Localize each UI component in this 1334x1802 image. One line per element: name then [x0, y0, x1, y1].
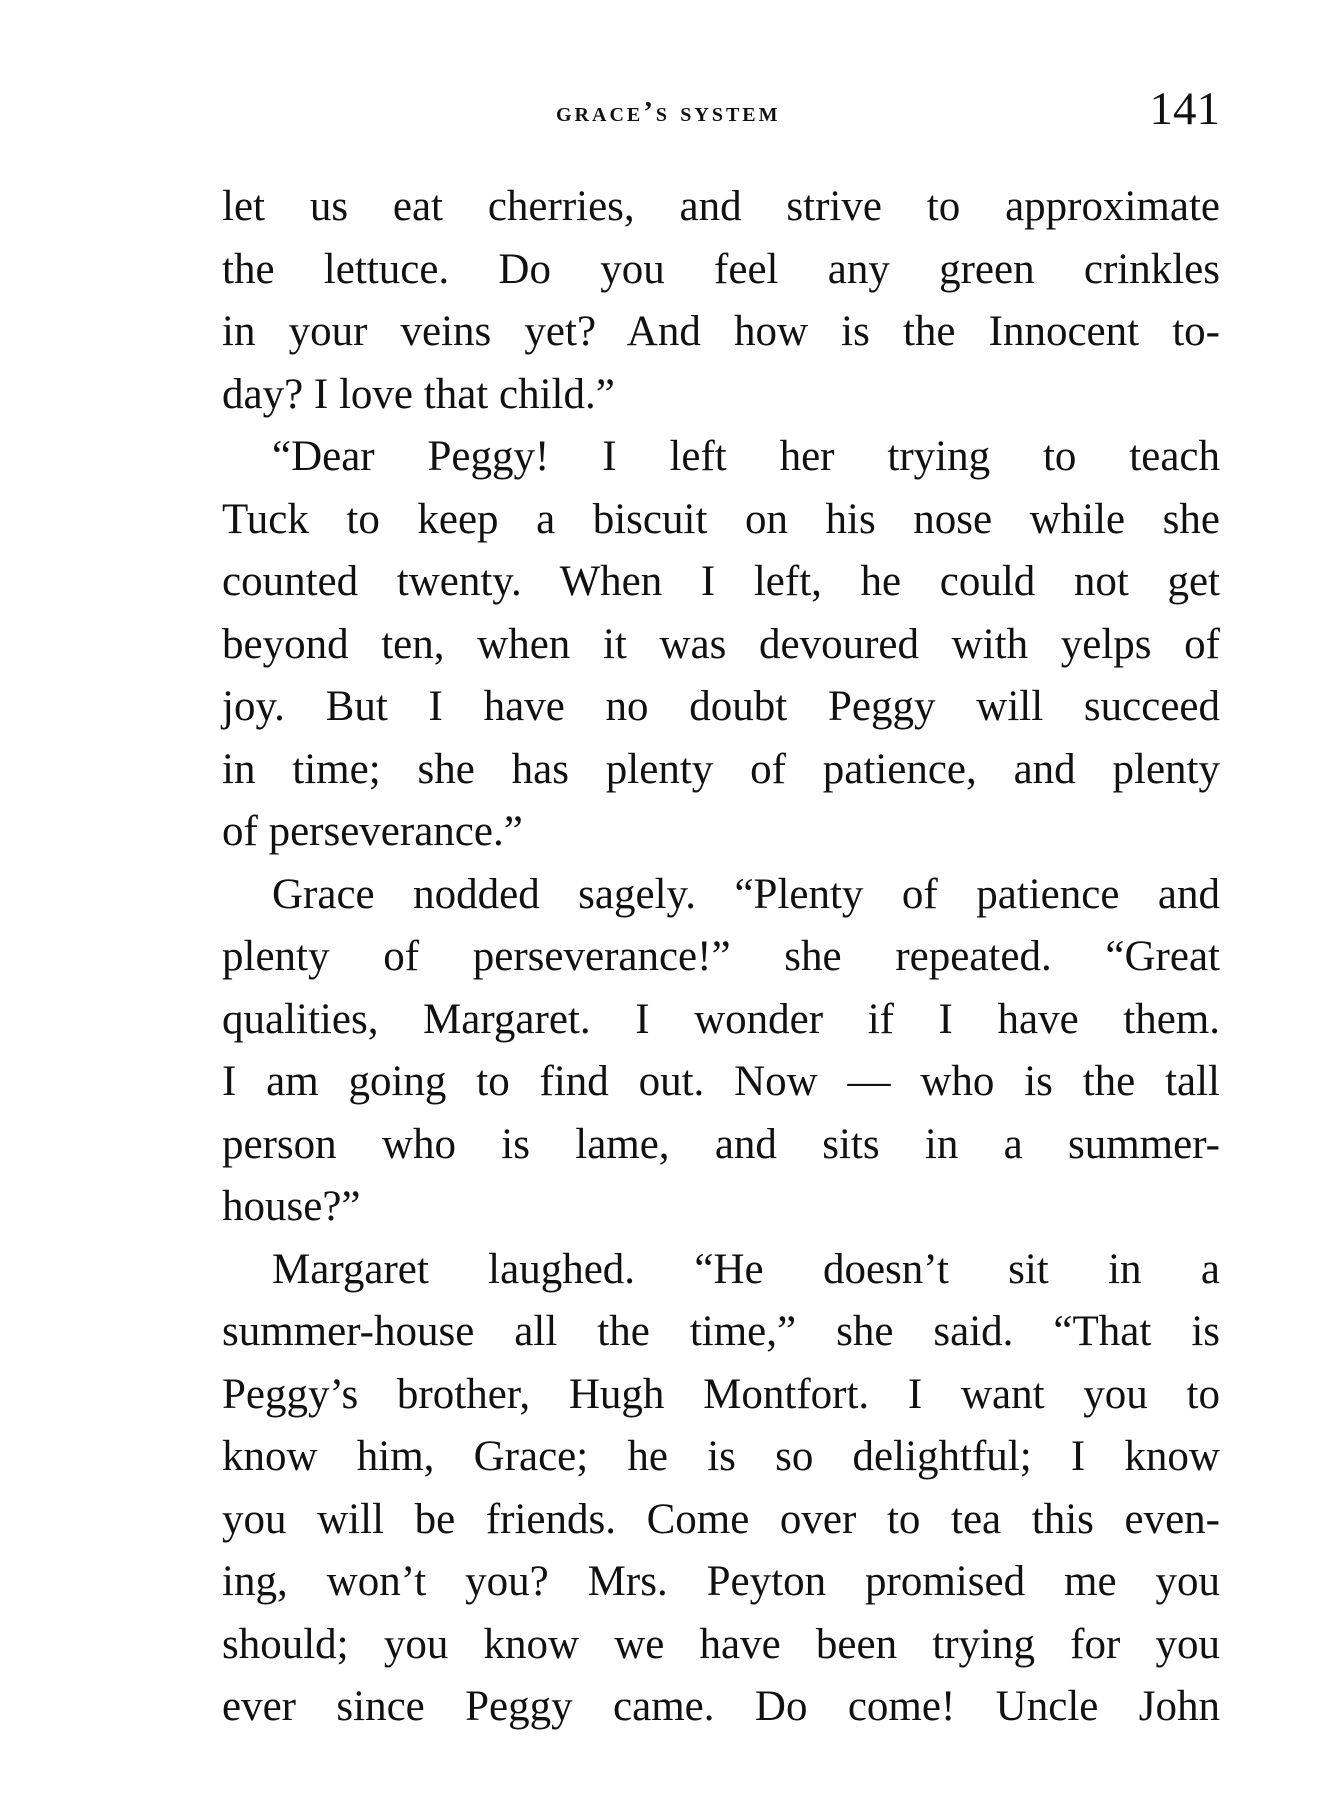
text-line: ing, won’t you? Mrs. Peyton promised me you [222, 1558, 1220, 1605]
text-line: summer-house all the time,” she said. “That is [222, 1308, 1220, 1355]
text-line: Tuck to keep a biscuit on his nose while she [222, 495, 1220, 543]
body-text [222, 176, 1220, 1739]
text-line: “Dear Peggy! I left her trying to teach [272, 433, 1220, 480]
text-line: day? I love that child.” [222, 370, 615, 418]
text-line: Grace nodded sagely. “Plenty of patience and [272, 870, 1220, 918]
paragraph-4 [222, 1239, 1220, 1739]
text-line: beyond ten, when it was devoured with yelps of [222, 620, 1220, 668]
text-line: person who is lame, and sits in a summer- [222, 1120, 1220, 1168]
paragraph-1 [222, 176, 1220, 426]
paragraph-2 [222, 426, 1220, 864]
text-line: qualities, Margaret. I wonder if I have them. [222, 995, 1220, 1043]
text-line: Margaret laughed. “He doesn’t sit in a [272, 1245, 1220, 1293]
text-line: ever since Peggy came. Do come! Uncle John [222, 1683, 1220, 1730]
text-line: counted twenty. When I left, he could not get [222, 558, 1220, 605]
text-line: in time; she has plenty of patience, and plenty [222, 745, 1220, 793]
text-line: Peggy’s brother, Hugh Montfort. I want you to [222, 1370, 1220, 1418]
text-line: know him, Grace; he is so delightful; I know [222, 1433, 1220, 1480]
text-line: should; you know we have been trying for you [222, 1620, 1220, 1668]
text-line: I am going to find out. Now — who is the tall [222, 1058, 1220, 1105]
text-line: the lettuce. Do you feel any green crinkles [222, 245, 1220, 293]
text-line: joy. But I have no doubt Peggy will succeed [222, 683, 1220, 730]
text-line: in your veins yet? And how is the Innocent to- [222, 308, 1220, 355]
text-line: house?” [222, 1183, 361, 1230]
running-title: grace’s system [556, 96, 781, 128]
page-number: 141 [1149, 83, 1220, 135]
text-line: of perseverance.” [222, 808, 523, 855]
text-line: you will be friends. Come over to tea this even- [222, 1495, 1220, 1543]
text-line: let us eat cherries, and strive to approximate [222, 183, 1220, 230]
running-head [222, 82, 1220, 142]
text-line: plenty of perseverance!” she repeated. “Great [222, 933, 1220, 980]
paragraph-3 [222, 864, 1220, 1239]
